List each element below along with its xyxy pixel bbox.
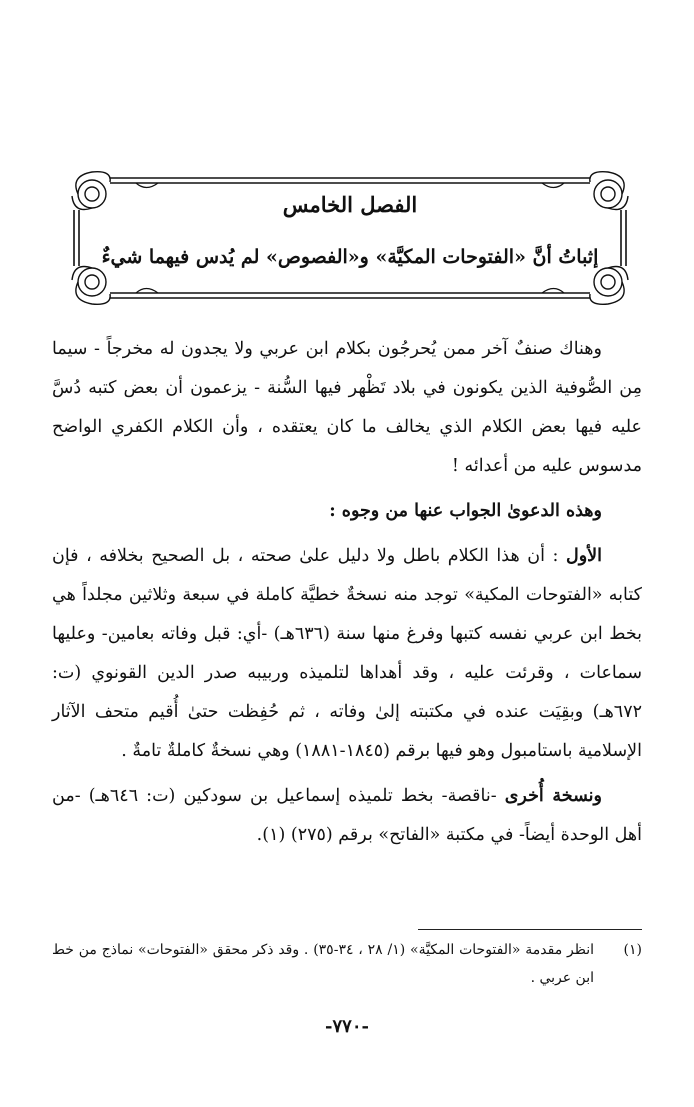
chapter-title: الفصل الخامس bbox=[282, 192, 418, 217]
paragraph-first-point bbox=[52, 537, 642, 771]
paragraph-heading bbox=[52, 492, 642, 531]
footnote bbox=[52, 936, 642, 992]
footnote-number: (١) bbox=[623, 942, 642, 958]
footnote-text: انظر مقدمة «الفتوحات المكيَّة» (١/ ٢٨ ، ٣٤-٣٥) . وقد ذكر محقق «الفتوحات» نماذج من خط ابن عربي . bbox=[52, 942, 594, 986]
paragraph-intro-text: وهناك صنفٌ آخر ممن يُحرجُون بكلام ابن عربي ولا يجدون له مخرجاً - سيما مِن الصُّوفية الذين يكونون في بلاد تَظْهر فيها السُّنة - يزعمون أن بعض كتبه دُسَّ عليه فيها بعض الكلام الذي يخالف ما كان يعتقده ، وأن الكلام الكفري الواضح مدسوس عليه من أعدائه ! bbox=[52, 339, 642, 476]
other-copy-lead: ونسخة أُخرى bbox=[504, 786, 602, 806]
section-lead: وهذه الدعوىٰ الجواب عنها من وجوه : bbox=[329, 501, 602, 521]
other-copy-text: -ناقصة- بخط تلميذه إسماعيل بن سودكين (ت: ٦٤٦هـ) -من أهل الوحدة أيضاً- في مكتبة «الفاتح» برقم (٢٧٥) (١). bbox=[52, 786, 642, 845]
chapter-subtitle: إثباتُ أنَّ «الفتوحات المكيَّة» و«الفصوص» لم يُدس فيهما شيءٌ bbox=[101, 246, 599, 268]
page-number: -٧٧٠- bbox=[325, 1016, 369, 1037]
first-point-lead: الأول bbox=[565, 546, 602, 566]
body-text bbox=[52, 330, 642, 855]
first-point-text: : أن هذا الكلام باطل ولا دليل علىٰ صحته ، بل الصحيح بخلافه ، فإن كتابه «الفتوحات المكية» توجد منه نسخةٌ خطيَّة كاملة في سبعة وثلاثين مجلداً هي بخط ابن عربي نفسه كتبها وفرغ منها سنة (٦٣٦هـ) -أي: قبل وفاته بعامين- وعليها سماعات ، وقرئت عليه ، وقد أهداها لتلميذه وربيبه صدر الدين القونوي (ت: ٦٧٢هـ) وبقِيَت عنده في مكتبته إلىٰ وفاته ، ثم حُفِظت حتىٰ أُقيم متحف الآثار الإسلامية باستامبول وهو فيها برقم (١٨٤٥-١٨٨١) وهي نسخةٌ كاملةٌ تامةٌ . bbox=[52, 546, 642, 761]
paragraph-intro bbox=[52, 330, 642, 486]
chapter-heading-frame bbox=[66, 166, 634, 310]
ornamental-border bbox=[66, 166, 634, 310]
paragraph-other-copy bbox=[52, 777, 642, 855]
footnote-divider bbox=[418, 929, 642, 930]
